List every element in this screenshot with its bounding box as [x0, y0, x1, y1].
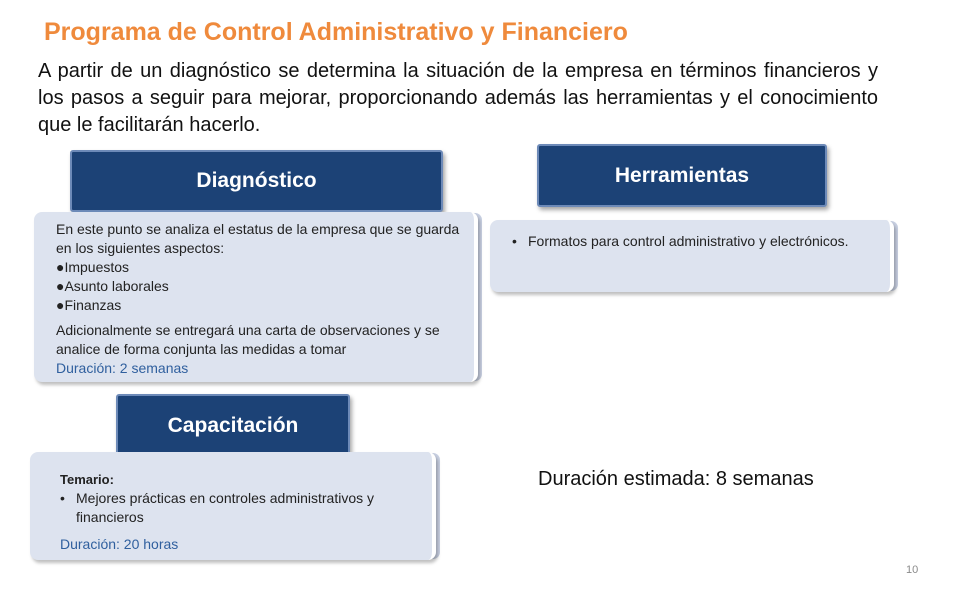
herramientas-panel — [490, 220, 894, 292]
capacitacion-panel — [30, 452, 436, 560]
diagnostico-duration: Duración: 2 semanas — [56, 360, 189, 376]
diagnostico-header — [70, 150, 443, 212]
diagnostico-intro: En este punto se analiza el estatus de la empresa que se guarda en los siguientes aspectos: — [56, 221, 460, 256]
capacitacion-item: • Mejores prácticas en controles administrativos y financieros — [60, 489, 418, 527]
capacitacion-items — [60, 489, 418, 527]
capacitacion-duration: Duración: 20 horas — [60, 536, 179, 552]
herramientas-item: • Formatos para control administrativo y electrónicos. — [512, 232, 876, 251]
page-title: Programa de Control Administrativo y Financiero — [44, 18, 628, 46]
capacitacion-header-label: Capacitación — [167, 413, 299, 437]
diagnostico-panel — [34, 212, 478, 382]
diagnostico-item: ●Finanzas — [56, 297, 122, 313]
diagnostico-item: ●Asunto laborales — [56, 278, 169, 294]
herramientas-header — [537, 144, 827, 207]
diagnostico-header-label: Diagnóstico — [196, 169, 317, 192]
diagnostico-items — [56, 258, 460, 315]
page-number: 10 — [906, 564, 919, 576]
diagnostico-item: ●Impuestos — [56, 259, 130, 275]
herramientas-items — [512, 232, 876, 251]
diagnostico-note: Adicionalmente se entregará una carta de observaciones y se analice de forma conjunta las medidas a tomar — [56, 322, 440, 357]
capacitacion-header — [116, 394, 350, 457]
herramientas-header-label: Herramientas — [614, 163, 750, 187]
estimated-duration: Duración estimada: 8 semanas — [538, 468, 814, 490]
capacitacion-label: Temario: — [60, 472, 114, 487]
intro-paragraph: A partir de un diagnóstico se determina la situación de la empresa en términos financieros y los pasos a seguir para mejorar, proporcionando además las herramientas y el conocimiento que le facilitarán hacerlo. — [38, 60, 878, 136]
